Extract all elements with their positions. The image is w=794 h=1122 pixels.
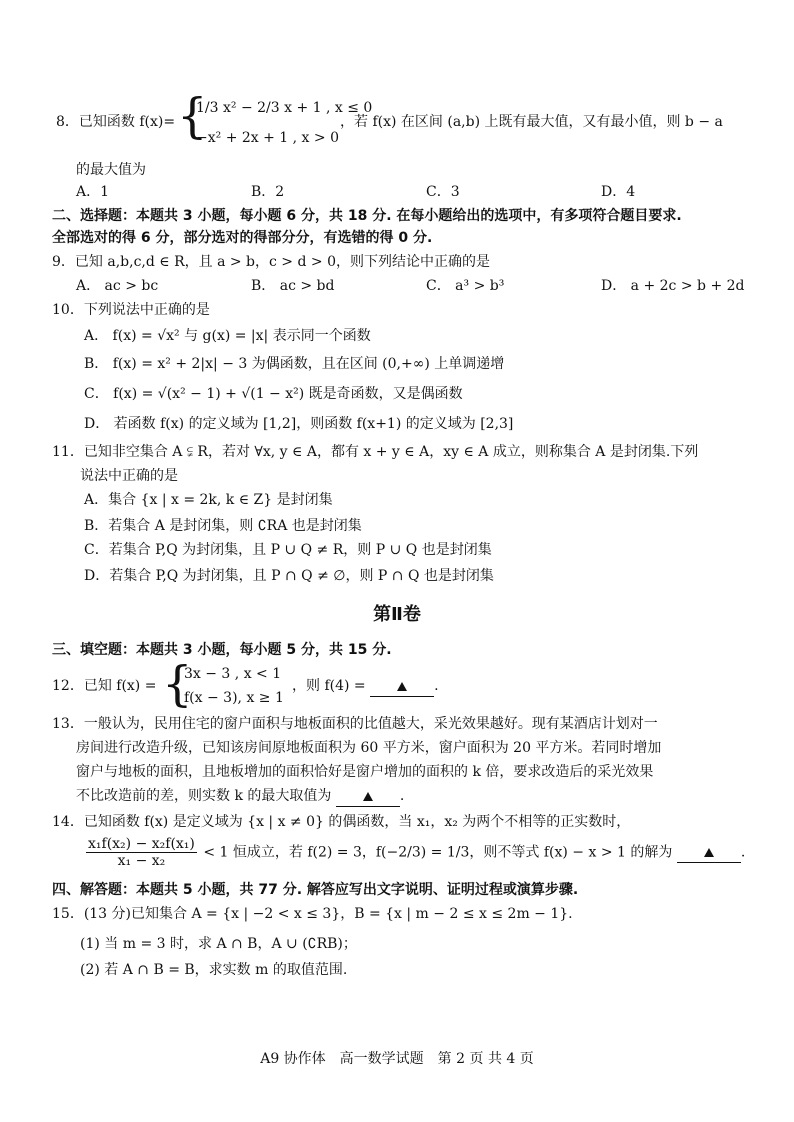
q12-stem-start: 12．已知 f(x) = [52, 678, 157, 694]
q9-option-c: C． a³ > b³ [426, 278, 505, 294]
q10-option-a: A． f(x) = √x² 与 g(x) = |x| 表示同一个函数 [84, 328, 371, 344]
q8-stem-middle: ，若 f(x) 在区间 (a,b) 上既有最大值，又有最小值，则 b − a [340, 114, 723, 130]
triangle-icon [397, 682, 407, 691]
q14-fraction-numerator: x₁f(x₂) − x₂f(x₁) [88, 836, 195, 852]
q11-stem-cont: 说法中正确的是 [80, 468, 178, 484]
q9-option-b: B． ac > bd [251, 278, 335, 294]
triangle-icon [363, 792, 373, 801]
q14-line-1: 14．已知函数 f(x) 是定义域为 {x | x ≠ 0} 的偶函数，当 x₁，x₂ 为两个不相等的正实数时， [52, 814, 631, 830]
q8-options [76, 182, 776, 202]
q10-option-d: D． 若函数 f(x) 的定义域为 [1,2]，则函数 f(x+1) 的定义域为 [2,3] [84, 416, 514, 432]
q8-stem-start: 8．已知函数 f(x)= [56, 114, 176, 130]
triangle-icon [704, 848, 714, 857]
q14-tail: . [740, 844, 746, 861]
q15-stem: 15．(13 分)已知集合 A = {x | −2 < x ≤ 3}，B = {x | m − 2 ≤ x ≤ 2m − 1}. [52, 906, 573, 922]
q8-stem-end: 的最大值为 [76, 162, 146, 178]
q13-line-3: 窗户与地板的面积，且地板增加的面积恰好是窗户增加的面积的 k 倍，要求改造后的采光效果 [76, 764, 654, 780]
q13-answer-blank [336, 786, 400, 807]
section-2-heading: 二、选择题：本题共 3 小题，每小题 6 分，共 18 分. 在每小题给出的选项中，有多项符合题目要求. [52, 208, 682, 224]
q8-option-c: C．3 [426, 184, 460, 200]
q8-option-b: B．2 [251, 184, 285, 200]
q9-options [76, 276, 776, 296]
q8-option-a: A．1 [76, 184, 110, 200]
q8-brace: { [177, 88, 208, 144]
q9-option-d: D． a + 2c > b + 2d [601, 278, 745, 294]
page-footer: A9 协作体 高一数学试题 第 2 页 共 4 页 [260, 1051, 534, 1067]
q14-line-2-text: < 1 恒成立，若 f(2) = 3，f(−2/3) = 1/3，则不等式 f(x) − x > 1 的解为 [203, 844, 673, 861]
q14-answer-blank [677, 844, 741, 863]
q12-answer-blank [370, 676, 434, 697]
q15-part-2: (2) 若 A ∩ B = B，求实数 m 的取值范围. [80, 962, 348, 978]
q15-part-1: (1) 当 m = 3 时，求 A ∩ B，A ∪ (∁RB)； [80, 936, 357, 952]
part-2-title: 第Ⅱ卷 [373, 604, 421, 625]
section-4-heading: 四、解答题：本题共 5 小题，共 77 分. 解答应写出文字说明、证明过程或演算步骤. [52, 882, 579, 898]
q11-option-c: C．若集合 P,Q 为封闭集，且 P ∪ Q ≠ R，则 P ∪ Q 也是封闭集 [84, 542, 492, 558]
q12-piece-2: f(x − 3), x ≥ 1 [184, 690, 284, 706]
q10-stem: 10．下列说法中正确的是 [52, 302, 210, 318]
q8-option-d: D．4 [601, 184, 636, 200]
q13-line-1: 13．一般认为，民用住宅的窗户面积与地板面积的比值越大，采光效果越好。现有某酒店计划对一 [52, 716, 658, 732]
q13-line-4 [76, 786, 404, 807]
q10-option-b: B． f(x) = x² + 2|x| − 3 为偶函数，且在区间 (0,+∞) 上单调递增 [84, 356, 505, 372]
q14-fraction-denominator: x₁ − x₂ [117, 853, 166, 869]
section-3-heading: 三、填空题：本题共 3 小题，每小题 5 分，共 15 分. [52, 642, 392, 658]
q12-stem-end-text: ，则 f(4) = [292, 678, 366, 694]
q8-piece-1: 1/3 x² − 2/3 x + 1 , x ≤ 0 [196, 100, 373, 116]
q14-fraction [86, 836, 197, 869]
q12-brace: { [162, 656, 193, 712]
q11-option-a: A．集合 {x | x = 2k, k ∈ Z} 是封闭集 [84, 492, 333, 508]
q9-option-a: A． ac > bc [76, 278, 159, 294]
q12-stem-end [292, 676, 439, 697]
q13-tail: . [399, 788, 405, 804]
q11-option-d: D．若集合 P,Q 为封闭集，且 P ∩ Q ≠ ∅，则 P ∩ Q 也是封闭集 [84, 568, 494, 584]
q13-line-2: 房间进行改造升级，已知该房间原地板面积为 60 平方米，窗户面积为 20 平方米。若同时增加 [76, 740, 662, 756]
q11-option-b: B．若集合 A 是封闭集，则 ∁RA 也是封闭集 [84, 518, 362, 534]
q10-option-c: C． f(x) = √(x² − 1) + √(1 − x²) 既是奇函数，又是偶函数 [84, 386, 463, 402]
section-2-heading-cont: 全部选对的得 6 分，部分选对的得部分分，有选错的得 0 分. [52, 230, 433, 246]
q11-stem: 11．已知非空集合 A ⫋ R，若对 ∀x, y ∈ A，都有 x + y ∈ A，xy ∈ A 成立，则称集合 A 是封闭集.下列 [52, 444, 699, 460]
q13-line-4-text: 不比改造前的差，则实数 k 的最大取值为 [76, 788, 332, 804]
q12-tail: . [434, 678, 439, 694]
q8-piece-2: −x² + 2x + 1 , x > 0 [196, 130, 339, 146]
q14-line-2 [84, 836, 745, 869]
q9-stem: 9．已知 a,b,c,d ∈ R，且 a > b，c > d > 0，则下列结论中正确的是 [52, 254, 490, 270]
q12-piece-1: 3x − 3 , x < 1 [184, 666, 282, 682]
